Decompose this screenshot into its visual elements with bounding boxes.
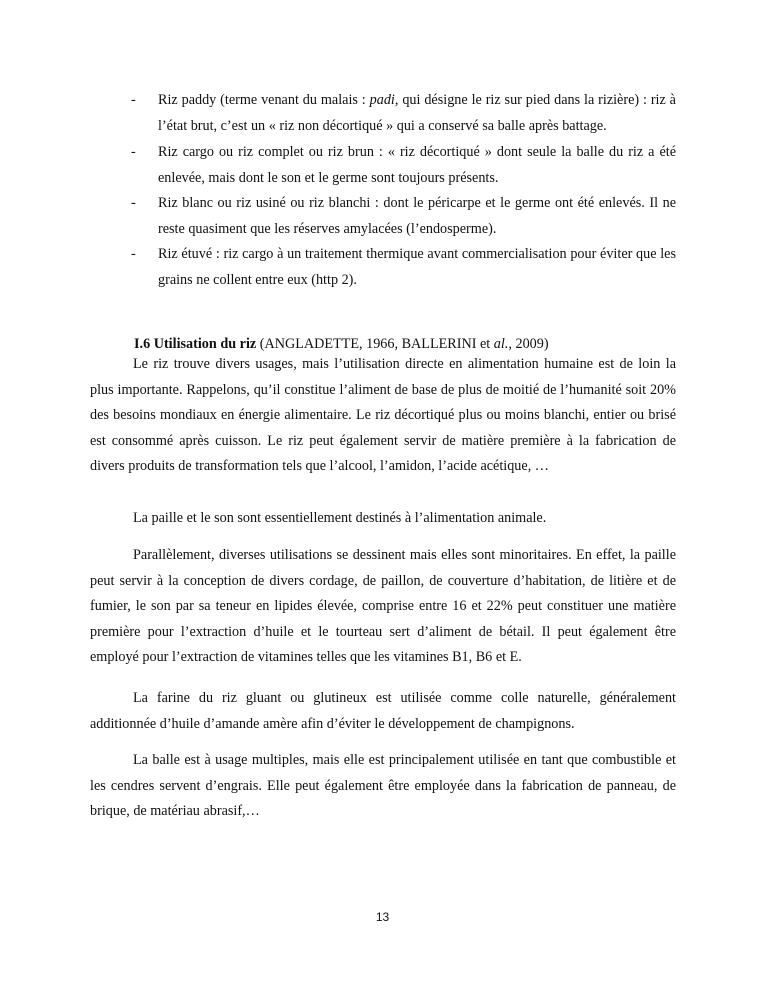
paragraph-farine: La farine du riz gluant ou glutineux est utilisée comme colle naturelle, généralement additionnée d’huile d’amande amère afin d’éviter le développement de champignons.	[90, 690, 676, 732]
paragraph-usages: Le riz trouve divers usages, mais l’utilisation directe en alimentation humaine est de loin la plus importante. Rappelons, qu’il constitue l’aliment de base de plus de moitié de l’humanité soit 20% des besoins mondiaux en énergie alimentaire. Le riz décortiqué plus ou moins blanchi, entier ou brisé est consommé après cuisson. Le riz peut également servir de matière première à la fabrication de divers produits de transformation tels que l’alcool, l’amidon, l’acide acétique, …	[90, 356, 676, 474]
paragraph-paille-son: La paille et le son sont essentiellement destinés à l’alimentation animale.	[133, 510, 547, 526]
bullet-text: Riz paddy (terme venant du malais : padi, qui désigne le riz sur pied dans la rizière) : riz à l’état brut, c’est un « riz non décortiqué » qui a conservé sa balle après battage.	[158, 92, 676, 134]
bullet-item-riz-etuve	[131, 241, 676, 293]
page-number: 13	[375, 910, 390, 924]
bullet-item-riz-cargo	[131, 139, 676, 191]
bullet-dash: -	[131, 144, 136, 160]
section-title: I.6 Utilisation du riz	[134, 336, 257, 352]
bullet-text: Riz étuvé : riz cargo à un traitement thermique avant commercialisation pour éviter que les grains ne collent entre eux (http 2).	[158, 246, 676, 288]
bullet-text: Riz blanc ou riz usiné ou riz blanchi : dont le péricarpe et le germe ont été enlevés. Il ne reste quasiment que les réserves amylacées (l’endosperme).	[158, 195, 676, 237]
bullet-dash: -	[131, 92, 136, 108]
bullet-item-riz-paddy	[131, 87, 676, 139]
bullet-item-riz-blanc	[131, 190, 676, 242]
bullet-dash: -	[131, 246, 136, 262]
paragraph-balle: La balle est à usage multiples, mais elle est principalement utilisée en tant que combustible et les cendres servent d’engrais. Elle peut également être employée dans la fabrication de panneau, de brique, de matériau abrasif,…	[90, 752, 676, 819]
section-reference: (ANGLADETTE, 1966, BALLERINI et al., 2009)	[256, 336, 549, 352]
paragraph-utilisations-minoritaires: Parallèlement, diverses utilisations se dessinent mais elles sont minoritaires. En effet, la paille peut servir à la conception de divers cordage, de paillon, de couverture d’habitation, de litière et de fumier, le son par sa teneur en lipides élevée, comprise entre 16 et 22% peut constituer une matière première pour l’extraction d’huile et le tourteau sert d’aliment de bétail. Il peut également être employé pour l’extraction de vitamines telles que les vitamines B1, B6 et E.	[90, 547, 676, 665]
bullet-dash: -	[131, 195, 136, 211]
bullet-text: Riz cargo ou riz complet ou riz brun : « riz décortiqué » dont seule la balle du riz a été enlevée, mais dont le son et le germe sont toujours présents.	[158, 144, 676, 186]
